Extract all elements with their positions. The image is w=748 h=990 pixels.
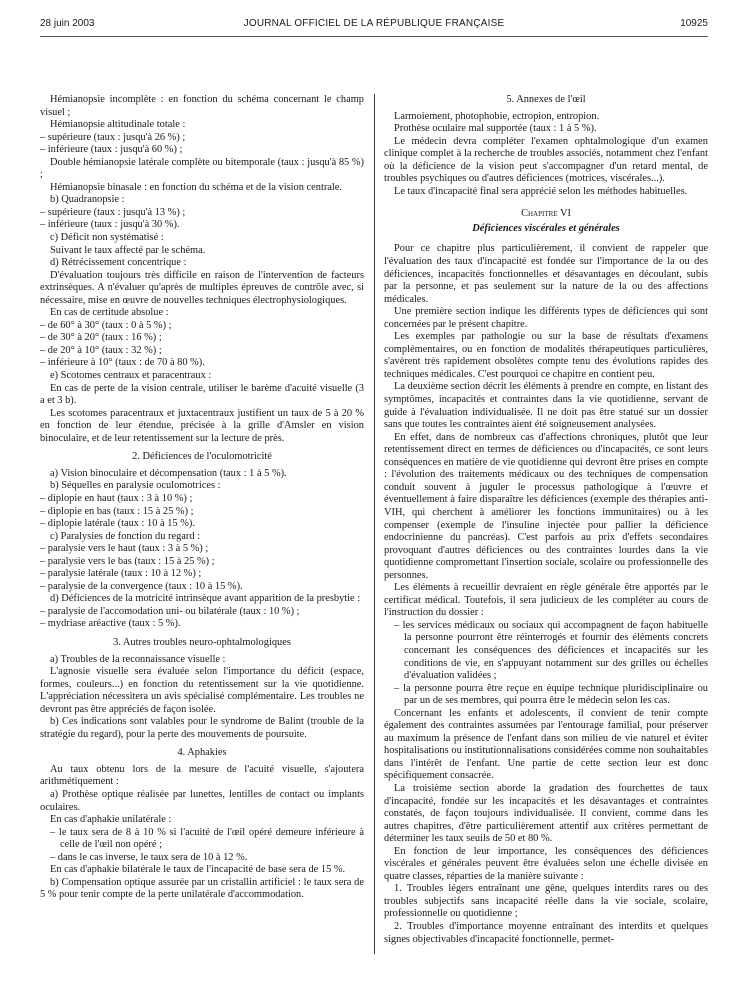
header-date: 28 juin 2003 bbox=[40, 18, 95, 29]
list-item: – diplopie en haut (taux : 3 à 10 %) ; bbox=[40, 492, 193, 504]
paragraph: L'agnosie visuelle sera évaluée selon l'importance du déficit (espace, formes, couleurs...) en fonction du retentissement sur la vie quotidienne. L'appréciation nécessitera un avis spécialisé complémentaire. Les troubles ne devront pas être appréciés de façon isolée. bbox=[40, 666, 364, 715]
list-item: – supérieure (taux : jusqu'à 26 %) ; bbox=[40, 131, 186, 143]
subsection-heading: b) Quadranopsie : bbox=[50, 194, 125, 206]
paragraph: Hémianopsie binasale : en fonction du schéma et de la vision centrale. bbox=[50, 181, 342, 193]
left-column bbox=[40, 94, 364, 902]
column-divider bbox=[374, 94, 375, 954]
paragraph: Une première section indique les différents types de déficiences qui sont concernées par le présent chapitre. bbox=[384, 306, 708, 330]
list-item: – le taux sera de 8 à 10 % si l'acuité de l'œil opéré demeure inférieure à celle de l'œil non opéré ; bbox=[50, 826, 364, 851]
paragraph: Concernant les enfants et adolescents, il convient de tenir compte également des contraintes assumées par l'entourage familial, pour préserver au maximum la présence de l'enfant dans son milieu de vie naturel et éviter hospitalisations ou institutionnalisations considérées comme non souhaitables dans l'intérêt de l'enfant. Une partie de cette section leur est donc spécifiquement consacrée. bbox=[384, 707, 708, 782]
list-item: 2. Troubles d'importance moyenne entraînant des interdits et quelques signes objectivables d'incapacité fonctionnelle, permet- bbox=[384, 921, 708, 945]
list-item: – supérieure (taux : jusqu'à 13 %) ; bbox=[40, 206, 186, 218]
list-item: – de 60° à 30° (taux : 0 à 5 %) ; bbox=[40, 319, 172, 331]
paragraph: En cas d'aphakie unilatérale : bbox=[50, 814, 172, 826]
section-heading: 5. Annexes de l'œil bbox=[506, 94, 586, 105]
paragraph: En effet, dans de nombreux cas d'affections chroniques, plutôt que leur retentissement direct en termes de déficiences ou d'incapacités, ce sont leurs conséquences en matière de vie quotidienne qui devront être prises en compte : l'évolution des traitements médicaux ou des techniques de compensation conduit souvent à juguler le processus pathologique à l'œuvre et éventuellement à faire disparaître les déficiences (exemple des thérapies anti-VIH, qui cherchent à améliorer les fonctions immunitaires) ou à les compenser (exemple de l'insuline injectée pour pallier la déficience endocrinienne du pancréas). C'est parfois au prix d'effets secondaires provoquant d'autres déficiences ou des contraintes lourdes dans la vie quotidienne compromettant l'insertion sociale, scolaire ou professionnelle des personnes. bbox=[384, 431, 708, 581]
section-heading: 4. Aphakies bbox=[177, 747, 227, 759]
list-item: – la personne pourra être reçue en équipe technique pluridisciplinaire ou par un de ses membres, qui pourra être le médecin selon les cas. bbox=[394, 682, 708, 707]
subsection-heading: a) Vision binoculaire et décompensation (taux : 1 à 5 %). bbox=[50, 467, 287, 479]
list-item: – dans le cas inverse, le taux sera de 10 à 12 %. bbox=[50, 851, 248, 863]
paragraph: Les éléments à recueillir devraient en règle générale être apportés par le certificat médical. Toutefois, il sera judicieux de les compléter au cours de l'instruction du dossier : bbox=[384, 582, 708, 619]
list-item: – les services médicaux ou sociaux qui accompagnent de façon habituelle la personne pourront être réinterrogés et fournir des éléments concrets concernant les conséquences des déficiences et incapacités sur les conditions de vie, en s'appuyant notamment sur des grilles ou échelles d'évaluation validées ; bbox=[394, 619, 708, 682]
list-item: – inférieure (taux : jusqu'à 30 %). bbox=[40, 219, 180, 231]
subsection-heading: d) Rétrécissement concentrique : bbox=[50, 257, 187, 269]
paragraph: Les scotomes paracentraux et juxtacentraux justifient un taux de 5 à 20 % en fonction de leur étendue, précisée à la grille d'Amsler en vision binoculaire, et de leur retentissement sur la lecture de près. bbox=[40, 407, 364, 444]
subsection-heading: b) Séquelles en paralysie oculomotrices : bbox=[50, 480, 221, 492]
paragraph: b) Ces indications sont valables pour le syndrome de Balint (trouble de la stratégie du regard), pour la perte des mouvements de poursuite. bbox=[40, 716, 364, 740]
list-item: – paralysie de l'accomodation uni- ou bilatérale (taux : 10 %) ; bbox=[40, 605, 300, 617]
subsection-heading: c) Déficit non systématisé : bbox=[50, 232, 164, 244]
list-item: – diplopie latérale (taux : 10 à 15 %). bbox=[40, 518, 195, 530]
chapter-title: Déficiences viscérales et générales bbox=[472, 222, 620, 234]
paragraph: La troisième section aborde la gradation des fourchettes de taux d'incapacité, fondée sur les incapacités et les désavantages et contraintes constatés, de façon toujours individualisée. Il convient, comme dans les autres chapitres, d'être particulièrement attentif aux critères permettant de déterminer les taux seuils de 50 et 80 %. bbox=[384, 782, 708, 845]
paragraph: Au taux obtenu lors de la mesure de l'acuité visuelle, s'ajoutera arithmétiquement : bbox=[40, 763, 364, 788]
paragraph: En cas de certitude absolue : bbox=[50, 307, 169, 319]
paragraph: Prothèse oculaire mal supportée (taux : 1 à 5 %). bbox=[394, 123, 597, 135]
paragraph: Pour ce chapitre plus particulièrement, il convient de rappeler que l'évaluation des taux d'incapacité est fondée sur l'importance de la ou des déficiences, incapacités fonctionnelles et désavantages en découlant, subis par la personne, et pas seulement sur la nature de la ou des affections médicales. bbox=[384, 243, 708, 305]
paragraph: En cas d'aphakie bilatérale le taux de l'incapacité de base sera de 15 %. bbox=[50, 864, 346, 876]
list-item: – mydriase aréactive (taux : 5 %). bbox=[40, 618, 181, 630]
subsection-heading: c) Paralysies de fonction du regard : bbox=[50, 530, 201, 542]
list-item: – paralysie de la convergence (taux : 10 à 15 %). bbox=[40, 580, 243, 592]
list-item: – paralysie latérale (taux : 10 à 12 %) ; bbox=[40, 568, 202, 580]
list-item: – paralysie vers le bas (taux : 15 à 25 %) ; bbox=[40, 555, 215, 567]
paragraph: Le médecin devra compléter l'examen ophtalmologique d'un examen clinique complet à la recherche de troubles associés, notamment chez l'enfant où la déficience de la vision peut s'accompagner d'un retard mental, de troubles psychiques ou d'autres déficiences (motrices, viscérales...). bbox=[384, 135, 708, 185]
paragraph: Hémianopsie incomplète : en fonction du schéma concernant le champ visuel ; bbox=[40, 94, 364, 118]
list-item: – inférieure à 10° (taux : de 70 à 80 %). bbox=[40, 357, 205, 369]
paragraph: Double hémianopsie latérale complète ou bitemporale (taux : jusqu'à 85 %) ; bbox=[40, 156, 364, 181]
paragraph: b) Compensation optique assurée par un cristallin artificiel : le taux sera de 5 % pour tenir compte de la perte unilatérale d'accommodation. bbox=[40, 876, 364, 901]
list-item: – de 20° à 10° (taux : 32 %) ; bbox=[40, 344, 162, 356]
paragraph: La deuxième section décrit les éléments à prendre en compte, en listant des symptômes, incapacités et contraintes dans la vie quotidienne, servant de guide à l'évaluation individualisée. Il ne doit pas être statué sur un dossier sans que toutes les contraintes aient été soigneusement analysées. bbox=[384, 381, 708, 431]
chapter-number: Chapitre VI bbox=[521, 208, 571, 220]
paragraph: Suivant le taux affecté par le schéma. bbox=[50, 244, 206, 256]
header-rule bbox=[40, 36, 708, 37]
subsection-heading: d) Déficiences de la motricité intrinsèque avant apparition de la presbytie : bbox=[50, 593, 361, 605]
paragraph: Larmoiement, photophobie, ectropion, entropion. bbox=[394, 110, 600, 122]
paragraph: Hémianopsie altitudinale totale : bbox=[50, 119, 186, 131]
list-item: 1. Troubles légers entraînant une gêne, quelques interdits rares ou des troubles subjectifs sans incapacité réelle dans la vie sociale, scolaire, professionnelle ou quotidienne ; bbox=[384, 883, 708, 920]
paragraph: En cas de perte de la vision centrale, utiliser le barème d'acuité visuelle (3 a et 3 b). bbox=[40, 382, 364, 407]
section-heading: 3. Autres troubles neuro-ophtalmologiques bbox=[113, 636, 291, 648]
paragraph: Le taux d'incapacité final sera apprécié selon les méthodes habituelles. bbox=[394, 185, 688, 197]
page-header bbox=[40, 18, 708, 34]
header-page-number: 10925 bbox=[680, 18, 708, 29]
list-item: – diplopie en bas (taux : 15 à 25 %) ; bbox=[40, 505, 194, 517]
paragraph: a) Prothèse optique réalisée par lunettes, lentilles de contact ou implants oculaires. bbox=[40, 788, 364, 813]
paragraph: D'évaluation toujours très difficile en raison de l'intervention de facteurs extrinsèques. A n'évaluer qu'après de multiples épreuves de contrôle avec, si nécessaire, mise en œuvre de nouvelles techniques électrophysiologiques. bbox=[40, 269, 364, 306]
subsection-heading: e) Scotomes centraux et paracentraux : bbox=[50, 370, 212, 382]
paragraph: En fonction de leur importance, les conséquences des déficiences viscérales et générales peuvent être évaluées selon une échelle divisée en quatre classes, réparties de la manière suivante : bbox=[384, 845, 708, 882]
right-column bbox=[384, 94, 708, 946]
list-item: – inférieure (taux : jusqu'à 60 %) ; bbox=[40, 144, 183, 156]
subsection-heading: a) Troubles de la reconnaissance visuelle : bbox=[50, 653, 226, 665]
section-heading: 2. Déficiences de l'oculomotricité bbox=[132, 451, 272, 463]
list-item: – de 30° à 20° (taux : 16 %) ; bbox=[40, 332, 162, 344]
header-journal-title: JOURNAL OFFICIEL DE LA RÉPUBLIQUE FRANÇAISE bbox=[243, 18, 505, 29]
paragraph: Les exemples par pathologie ou sur la base de résultats d'examens complémentaires, ou en fonction de modalités thérapeutiques particulières, s'avèrent très rapidement obsolètes compte tenu des évolutions rapides des techniques médicales. C'est pourquoi ce chapitre en contient peu. bbox=[384, 331, 708, 380]
list-item: – paralysie vers le haut (taux : 3 à 5 %) ; bbox=[40, 543, 209, 555]
